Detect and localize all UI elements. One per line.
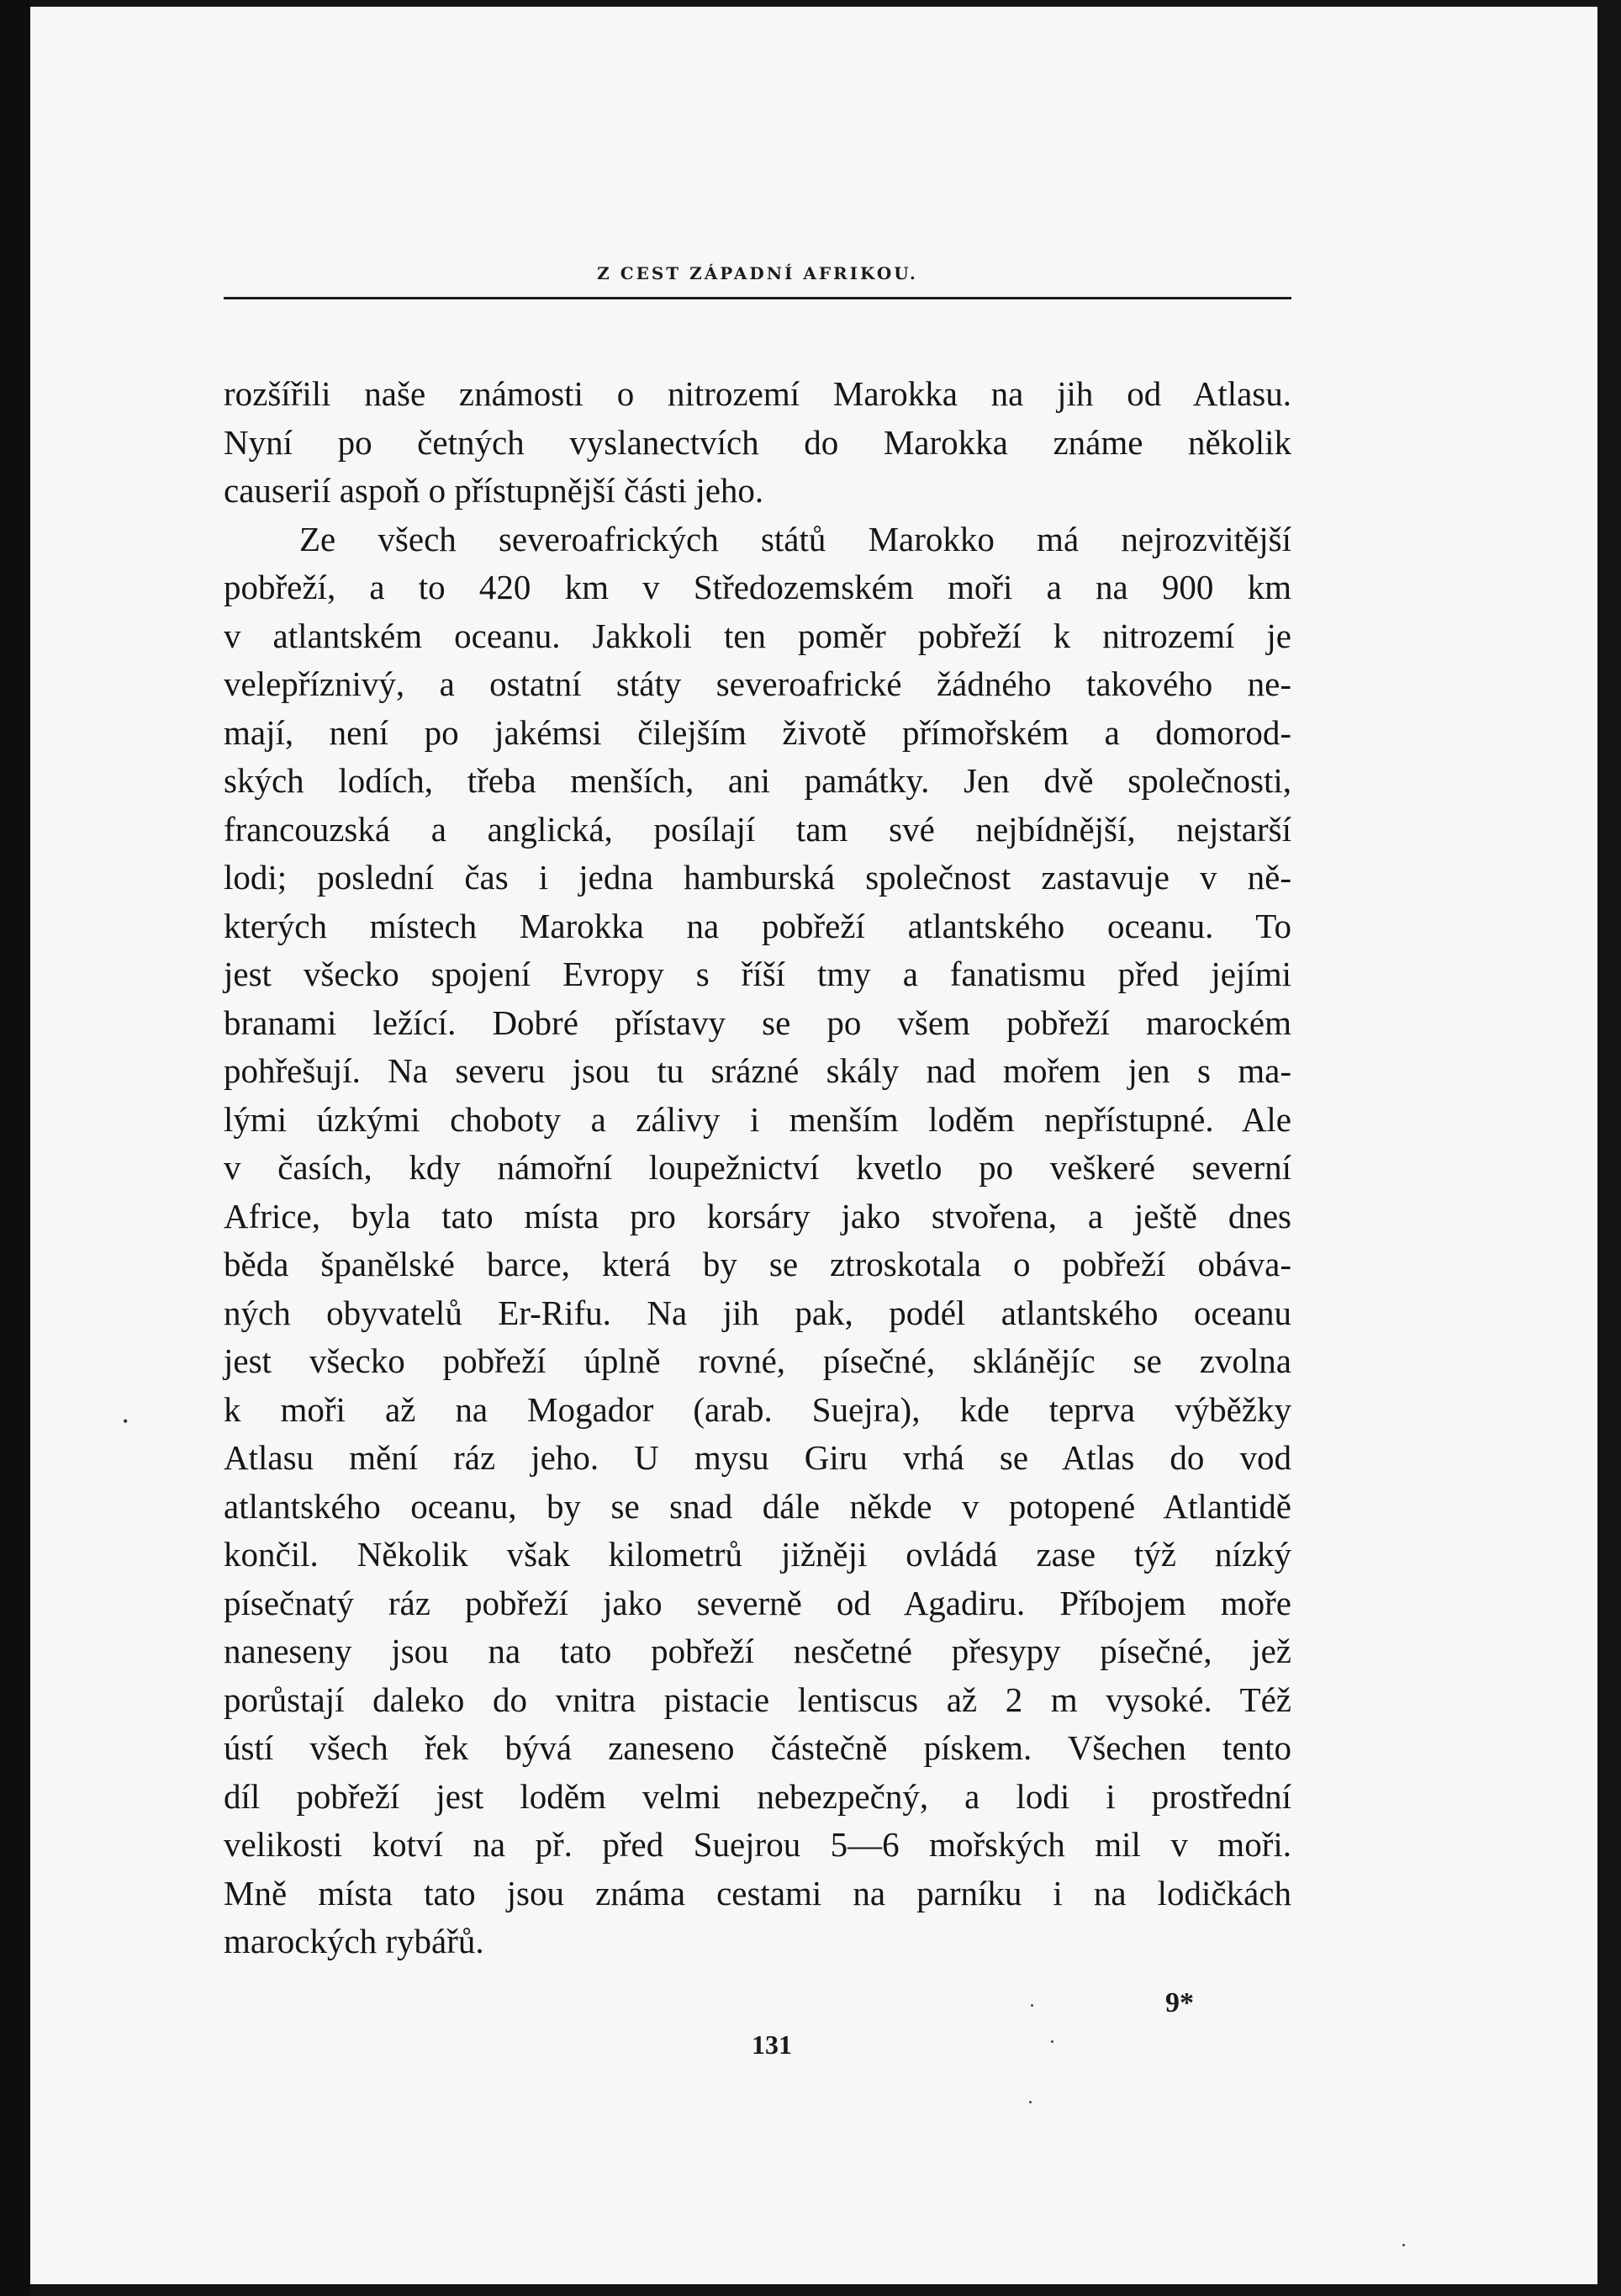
text-line: v atlantském oceanu. Jakkoli ten poměr pobřeží k nitrozemí je [224,616,1291,655]
text-line: ústí všech řek bývá zaneseno částečně pískem. Všechen tento [224,1728,1291,1767]
text-line: díl pobřeží jest loděm velmi nebezpečný, a lodi i prostřední [224,1776,1291,1816]
ink-speck [1031,2004,1033,2007]
header-rule [224,297,1291,299]
text-line: písečnatý ráz pobřeží jako severně od Agadiru. Příbojem moře [224,1583,1291,1622]
text-line: Africe, byla tato místa pro korsáry jako stvořena, a ještě dnes [224,1196,1291,1235]
text-line: k moři až na Mogador (arab. Suejra), kde teprva výběžky [224,1389,1291,1429]
text-line: atlantského oceanu, by se snad dále někde v potopené Atlantidě [224,1486,1291,1526]
book-page [30,7,1597,2284]
text-line: mají, není po jakémsi čilejším životě přímořském a domorod- [224,712,1291,752]
text-line: pobřeží, a to 420 km v Středozemském moři a na 900 km [224,568,1291,606]
text-line: rozšířili naše známosti o nitrozemí Marokka na jih od Atlasu. [224,374,1291,413]
text-line: francouzská a anglická, posílají tam své nejbídnější, nejstarší [224,809,1291,849]
text-line: porůstají daleko do vnitra pistacie lentiscus až 2 m vysoké. Též [224,1680,1291,1719]
text-line: velepříznivý, a ostatní státy severoafrické žádného takového ne- [224,664,1291,703]
ink-speck [1029,2101,1032,2103]
page-number: 131 [752,2029,792,2060]
text-line: jest všecko spojení Evropy s říší tmy a fanatismu před jejími [224,955,1291,993]
text-line: běda španělské barce, která by se ztroskotala o pobřeží obáva- [224,1245,1291,1283]
text-line: končil. Několik však kilometrů jižněji ovládá zase týž nízký [224,1535,1291,1574]
text-line: causerií aspoň o přístupnější části jeho. [224,471,764,510]
text-line: v časích, kdy námořní loupežnictví kvetlo po veškeré severní [224,1148,1291,1187]
text-line: ných obyvatelů Er-Rifu. Na jih pak, podél atlantského oceanu [224,1293,1291,1332]
text-line: naneseny jsou na tato pobřeží nesčetné přesypy písečné, jež [224,1632,1291,1670]
text-line: lodi; poslední čas i jedna hamburská společnost zastavuje v ně- [224,858,1291,897]
text-line: Mně místa tato jsou známa cestami na parníku i na lodičkách [224,1873,1291,1912]
scan-border [0,0,30,2296]
text-line: branami ležící. Dobré přístavy se po všem pobřeží marockém [224,1003,1291,1042]
text-line: kterých místech Marokka na pobřeží atlantského oceanu. To [224,906,1291,945]
text-line: Ze všech severoafrických států Marokko má nejrozvitější [299,519,1291,558]
text-line: marockých rybářů. [224,1922,484,1960]
text-line: ských lodích, třeba menších, ani památky. Jen dvě společnosti, [224,761,1291,800]
stray-ink-mark: • [123,1413,129,1430]
text-line: pohřešují. Na severu jsou tu srázné skály nad mořem jen s ma- [224,1051,1291,1090]
signature-mark: 9* [1165,1987,1194,2018]
text-line: Atlasu mění ráz jeho. U mysu Giru vrhá se Atlas do vod [224,1438,1291,1477]
body-text [224,370,1291,1966]
text-line: Nyní po četných vyslanectvích do Marokka známe několik [224,422,1291,462]
text-line: lými úzkými choboty a zálivy i menším loděm nepřístupné. Ale [224,1099,1291,1139]
text-line: jest všecko pobřeží úplně rovné, písečné, sklánějíc se zvolna [224,1341,1291,1380]
text-line: velikosti kotví na př. před Suejrou 5—6 mořských mil v moři. [224,1825,1291,1864]
running-head: Z CEST ZÁPADNÍ AFRIKOU. [597,263,918,283]
ink-speck [1402,2244,1405,2246]
